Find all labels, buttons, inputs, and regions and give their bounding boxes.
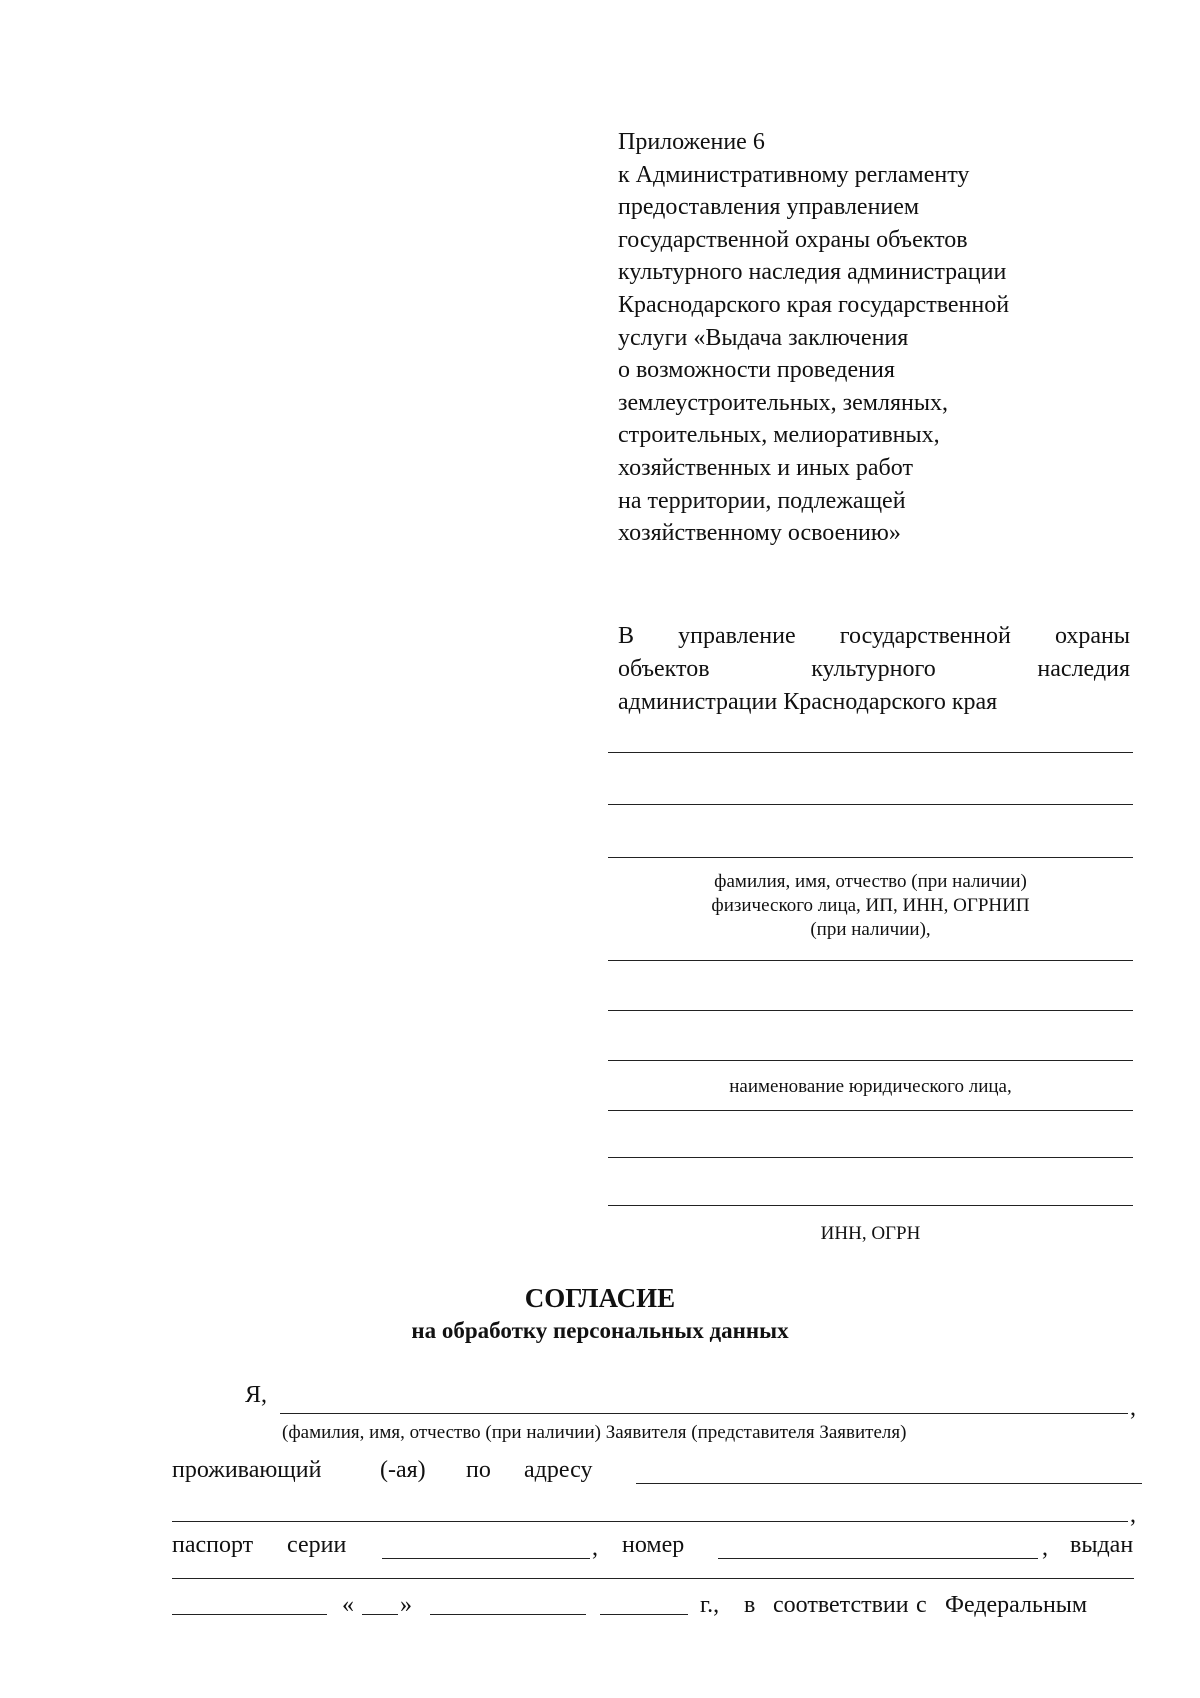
applicant-fill-line-9[interactable] — [608, 1205, 1133, 1206]
applicant-fill-line-5[interactable] — [608, 1010, 1133, 1011]
applicant-fill-line-8[interactable] — [608, 1157, 1133, 1158]
appendix-line: государственной охраны объектов — [618, 226, 968, 253]
i-prefix: Я, — [245, 1382, 268, 1408]
residing-word: адресу — [524, 1457, 593, 1483]
appendix-line: о возможности проведения — [618, 357, 895, 384]
issuer-continued-field[interactable] — [172, 1614, 327, 1615]
legal-entity-caption: наименование юридического лица, — [729, 1076, 1012, 1097]
passport-series-field[interactable] — [382, 1558, 590, 1559]
trailing-comma: , — [1130, 1502, 1136, 1528]
passport-word: серии — [287, 1532, 347, 1558]
person-caption-line: физического лица, ИП, ИНН, ОГРНИП — [711, 895, 1030, 916]
applicant-caption: (фамилия, имя, отчество (при наличии) Заявителя (представителя Заявителя) — [282, 1422, 907, 1443]
address-field[interactable] — [636, 1483, 1142, 1484]
appendix-line: услуги «Выдача заключения — [618, 324, 909, 351]
issue-month-field[interactable] — [430, 1614, 586, 1615]
applicant-fill-line-4[interactable] — [608, 960, 1133, 961]
residing-word: по — [466, 1457, 491, 1483]
address-field-continued[interactable] — [172, 1521, 1128, 1522]
issued-label: выдан — [1070, 1532, 1134, 1558]
applicant-name-field[interactable] — [280, 1413, 1128, 1414]
passport-issuer-field[interactable] — [172, 1578, 1134, 1579]
addressee-line: администрации Краснодарского края — [618, 689, 998, 715]
appendix-line: предоставления управлением — [618, 194, 920, 221]
issue-day-field[interactable] — [362, 1614, 398, 1615]
passport-number-field[interactable] — [718, 1558, 1038, 1559]
appendix-line: к Административному регламенту — [618, 161, 970, 188]
addressee-block — [618, 620, 1130, 719]
person-caption-line: (при наличии), — [810, 919, 931, 940]
appendix-header — [618, 126, 1158, 550]
applicant-fill-line-7[interactable] — [608, 1110, 1133, 1111]
comma: , — [592, 1535, 598, 1561]
appendix-line: на территории, подлежащей — [618, 487, 906, 514]
applicant-fill-line-3[interactable] — [608, 857, 1133, 858]
quote-open: « — [342, 1592, 354, 1618]
applicant-fill-line-6[interactable] — [608, 1060, 1133, 1061]
residing-word: проживающий — [172, 1457, 322, 1483]
person-caption — [608, 870, 1133, 942]
residing-word: (-ая) — [380, 1457, 426, 1483]
issue-year-field[interactable] — [600, 1614, 688, 1615]
addressee-line: объектов культурного наследия — [618, 656, 1130, 682]
appendix-line: землеустроительных, земляных, — [618, 389, 948, 416]
appendix-line: строительных, мелиоративных, — [618, 422, 940, 449]
accordance-word: Федеральным — [945, 1592, 1088, 1618]
appendix-line: хозяйственных и иных работ — [618, 454, 913, 481]
appendix-line: Краснодарского края государственной — [618, 291, 1010, 318]
comma: , — [1042, 1535, 1048, 1561]
applicant-fill-line-2[interactable] — [608, 804, 1133, 805]
document-subtitle: на обработку персональных данных — [411, 1318, 789, 1343]
number-label: номер — [622, 1532, 685, 1558]
trailing-comma: , — [1130, 1395, 1136, 1421]
applicant-fill-line-1[interactable] — [608, 752, 1133, 753]
addressee-line: В управление государственной охраны — [618, 623, 1130, 649]
accordance-word: г., — [700, 1592, 720, 1618]
appendix-line: Приложение 6 — [618, 129, 765, 155]
passport-word: паспорт — [172, 1532, 254, 1558]
appendix-line: культурного наследия администрации — [618, 259, 1007, 286]
accordance-word: соответствии — [773, 1592, 909, 1618]
accordance-word: с — [916, 1592, 927, 1618]
person-caption-line: фамилия, имя, отчество (при наличии) — [714, 871, 1027, 892]
quote-close: » — [400, 1592, 412, 1618]
accordance-word: в — [744, 1592, 756, 1618]
document-title: СОГЛАСИЕ — [524, 1283, 676, 1313]
appendix-line: хозяйственному освоению» — [618, 520, 901, 547]
inn-ogrn-caption: ИНН, ОГРН — [820, 1223, 921, 1244]
